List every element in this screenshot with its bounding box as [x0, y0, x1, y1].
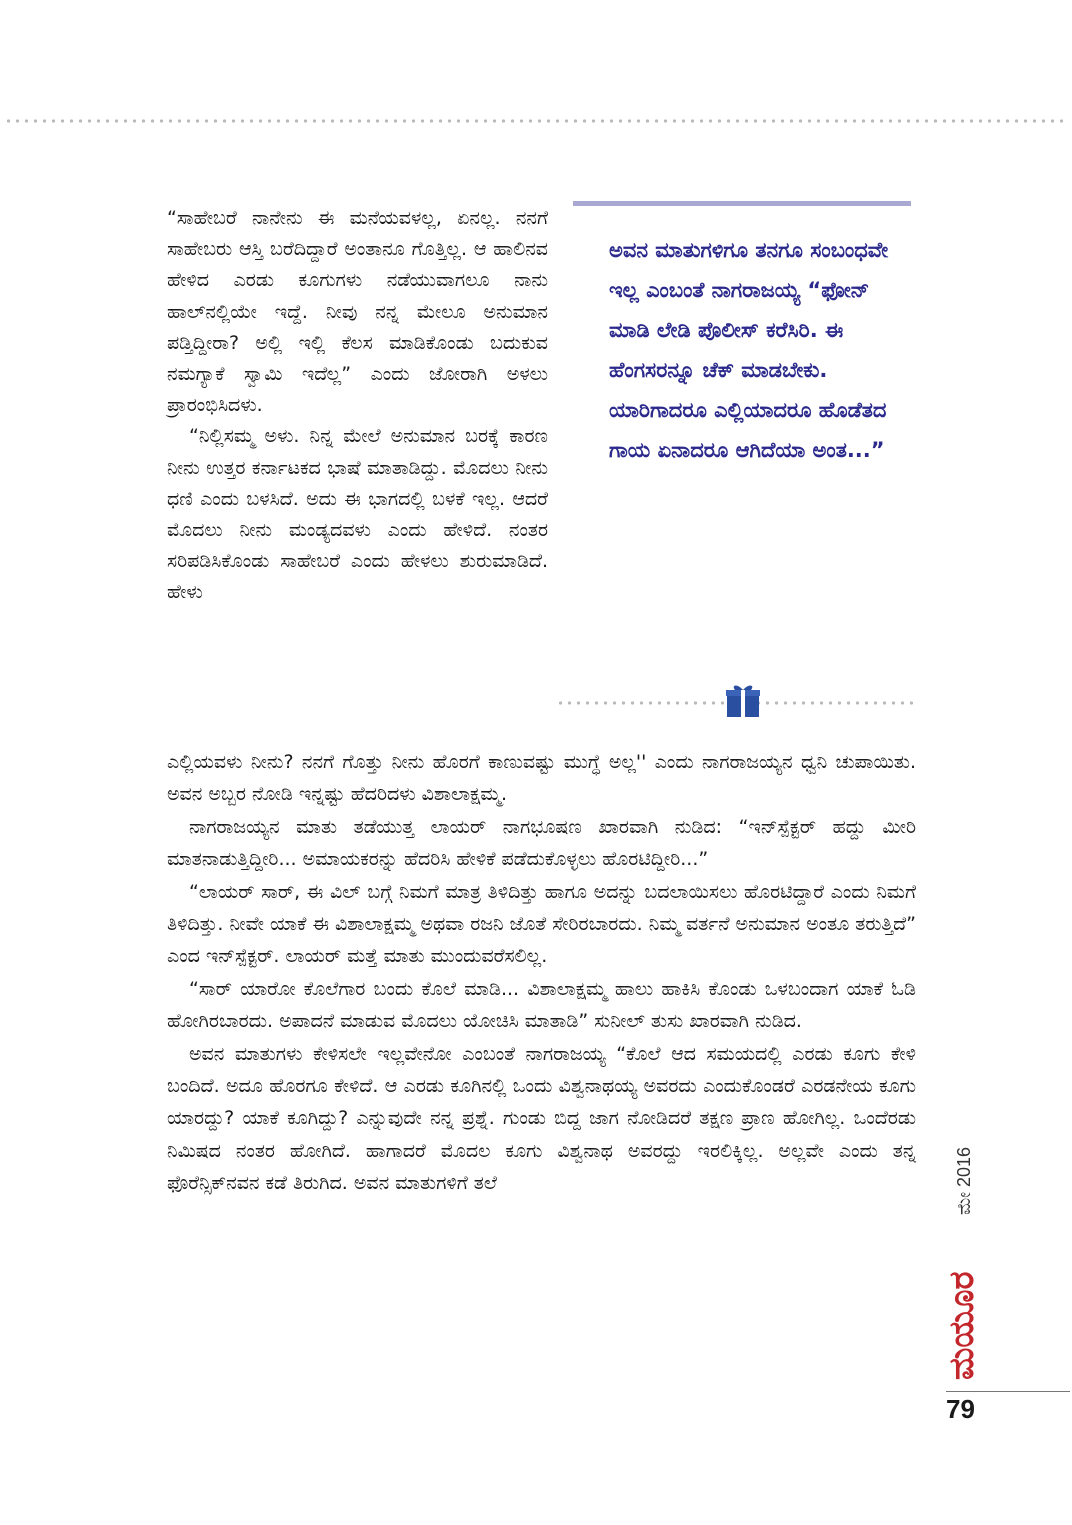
full-width-text — [167, 746, 916, 1200]
paragraph: ಅವನ ಮಾತುಗಳು ಕೇಳಿಸಲೇ ಇಲ್ಲವೇನೋ ಎಂಬಂತೆ ನಾಗರಾಜಯ್ಯ “ಕೊಲೆ ಆದ ಸಮಯದಲ್ಲಿ ಎರಡು ಕೂಗು ಕೇಳಿ ಬಂದಿದೆ. ಅದೂ ಹೊರಗೂ ಕೇಳಿದೆ. ಆ ಎರಡು ಕೂಗಿನಲ್ಲಿ ಒಂದು ವಿಶ್ವನಾಥಯ್ಯ ಅವರದು ಎಂದುಕೊಂಡರೆ ಎರಡನೇಯ ಕೂಗು ಯಾರದ್ದು? ಯಾಕೆ ಕೂಗಿದ್ದು? ಎನ್ನುವುದೇ ನನ್ನ ಪ್ರಶ್ನೆ. ಗುಂಡು ಬಿದ್ದ ಜಾಗ ನೋಡಿದರೆ ತಕ್ಷಣ ಪ್ರಾಣ ಹೋಗಿಲ್ಲ. ಒಂದೆರಡು ನಿಮಿಷದ ನಂತರ ಹೋಗಿದೆ. ಹಾಗಾದರೆ ಮೊದಲ ಕೂಗು ವಿಶ್ವನಾಥ ಅವರದ್ದು ಇರಲಿಕ್ಕಿಲ್ಲ. ಅಲ್ಲವೇ ಎಂದು ತನ್ನ ಫೊರೆನ್ಸಿಕ್‌ನವನ ಕಡೆ ತಿರುಗಿದ. ಅವನ ಮಾತುಗಳಿಗೆ ತಲೆ — [167, 1042, 916, 1195]
gift-separator — [556, 680, 916, 720]
paragraph: “ಸಾರ್ ಯಾರೋ ಕೊಲೆಗಾರ ಬಂದು ಕೊಲೆ ಮಾಡಿ... ವಿಶಾಲಾಕ್ಷಮ್ಮ ಹಾಲು ಹಾಕಿಸಿ ಕೊಂಡು ಒಳಬಂದಾಗ ಯಾಕೆ ಓಡಿ ಹೋಗಿರಬಾರದು. ಅಪಾದನೆ ಮಾಡುವ ಮೊದಲು ಯೋಚಿಸಿ ಮಾತಾಡಿ” ಸುನೀಲ್ ತುಸು ಖಾರವಾಗಿ ನುಡಿದ. — [167, 977, 916, 1033]
paragraph: ಎಲ್ಲಿಯವಳು ನೀನು? ನನಗೆ ಗೊತ್ತು ನೀನು ಹೊರಗೆ ಕಾಣುವಷ್ಟು ಮುಗ್ಧೆ ಅಲ್ಲ'' ಎಂದು ನಾಗರಾಜಯ್ಯನ ಧ್ವನಿ ಚುಪಾಯಿತು. ಅವನ ಅಬ್ಬರ ನೋಡಿ ಇನ್ನಷ್ಟು ಹೆದರಿದಳು ವಿಶಾಲಾಕ್ಷಮ್ಮ. — [167, 751, 916, 806]
paragraph: “ಲಾಯರ್ ಸಾರ್, ಈ ವಿಲ್ ಬಗ್ಗೆ ನಿಮಗೆ ಮಾತ್ರ ತಿಳಿದಿತ್ತು ಹಾಗೂ ಅದನ್ನು ಬದಲಾಯಿಸಲು ಹೊರಟಿದ್ದಾರೆ ಎಂದು ನಿಮಗೆ ತಿಳಿದಿತ್ತು. ನೀವೇ ಯಾಕೆ ಈ ವಿಶಾಲಾಕ್ಷಮ್ಮ ಅಥವಾ ರಜನಿ ಜೊತೆ ಸೇರಿರಬಾರದು. ನಿಮ್ಮ ವರ್ತನೆ ಅನುಮಾನ ಅಂತೂ ತರುತ್ತಿದೆ” ಎಂದ ಇನ್‌ಸ್ಪೆಕ್ಟರ್. ಲಾಯರ್ ಮತ್ತೆ ಮಾತು ಮುಂದುವರೆಸಲಿಲ್ಲ. — [167, 880, 916, 968]
gift-box-icon — [726, 682, 760, 718]
pull-quote-rule — [573, 201, 911, 206]
issue-date: ಮೇ 2016 — [954, 1146, 974, 1215]
pull-quote — [573, 201, 911, 470]
left-column-text — [167, 203, 548, 609]
magazine-sidebar — [942, 1146, 982, 1385]
paragraph: “ಸಾಹೇಬರೆ ನಾನೇನು ಈ ಮನೆಯವಳಲ್ಲ, ಏನಲ್ಲ. ನನಗೆ ಸಾಹೇಬರು ಆಸ್ತಿ ಬರೆದಿದ್ದಾರೆ ಅಂತಾನೂ ಗೊತ್ತಿಲ್ಲ. ಆ ಹಾಲಿನವ ಹೇಳಿದ ಎರಡು ಕೂಗುಗಳು ನಡೆಯುವಾಗಲೂ ನಾನು ಹಾಲ್‌ನಲ್ಲಿಯೇ ಇದ್ದೆ. ನೀವು ನನ್ನ ಮೇಲೂ ಅನುಮಾನ ಪಡ್ತಿದ್ದೀರಾ? ಅಲ್ಲಿ ಇಲ್ಲಿ ಕೆಲಸ ಮಾಡಿಕೊಂಡು ಬದುಕುವ ನಮಗ್ಯಾಕೆ ಸ್ವಾಮಿ ಇದೆಲ್ಲ” ಎಂದು ಜೋರಾಗಿ ಅಳಲು ಪ್ರಾರಂಭಿಸಿದಳು. — [167, 207, 548, 417]
top-dotted-rule — [4, 119, 1068, 123]
paragraph: “ನಿಲ್ಲಿಸಮ್ಮ ಅಳು. ನಿನ್ನ ಮೇಲೆ ಅನುಮಾನ ಬರಕ್ಕೆ ಕಾರಣ ನೀನು ಉತ್ತರ ಕರ್ನಾಟಕದ ಭಾಷೆ ಮಾತಾಡಿದ್ದು. ಮೊದಲು ನೀನು ಧಣಿ ಎಂದು ಬಳಸಿದೆ. ಅದು ಈ ಭಾಗದಲ್ಲಿ ಬಳಕೆ ಇಲ್ಲ. ಆದರೆ ಮೊದಲು ನೀನು ಮಂಡ್ಯದವಳು ಎಂದು ಹೇಳಿದೆ. ನಂತರ ಸರಿಪಡಿಸಿಕೊಂಡು ಸಾಹೇಬರೆ ಎಂದು ಹೇಳಲು ಶುರುಮಾಡಿದೆ. ಹೇಳು — [167, 425, 548, 604]
page-number: 79 — [946, 1394, 975, 1424]
pull-quote-text: ಅವನ ಮಾತುಗಳಿಗೂ ತನಗೂ ಸಂಬಂಧವೇ ಇಲ್ಲ ಎಂಬಂತೆ ನಾಗರಾಜಯ್ಯ “ಫೋನ್ ಮಾಡಿ ಲೇಡಿ ಪೊಲೀಸ್ ಕರೆಸಿರಿ. ಈ ಹೆಂಗಸರನ್ನೂ ಚೆಕ್ ಮಾಡಬೇಕು. ಯಾರಿಗಾದರೂ ಎಲ್ಲಿಯಾದರೂ ಹೊಡೆತದ ಗಾಯ ಏನಾದರೂ ಆಗಿದೆಯಾ ಅಂತ...” — [609, 238, 889, 462]
magazine-name: ಮಯೂರ — [942, 1271, 982, 1380]
paragraph: ನಾಗರಾಜಯ್ಯನ ಮಾತು ತಡೆಯುತ್ತ ಲಾಯರ್ ನಾಗಭೂಷಣ ಖಾರವಾಗಿ ನುಡಿದ: “ಇನ್‌ಸ್ಪೆಕ್ಟರ್ ಹದ್ದು ಮೀರಿ ಮಾತನಾಡುತ್ತಿದ್ದೀರಿ... ಅಮಾಯಕರನ್ನು ಹೆದರಿಸಿ ಹೇಳಿಕೆ ಪಡೆದುಕೊಳ್ಳಲು ಹೊರಟಿದ್ದೀರಿ...” — [167, 815, 916, 871]
page-number-rule — [946, 1391, 1070, 1392]
